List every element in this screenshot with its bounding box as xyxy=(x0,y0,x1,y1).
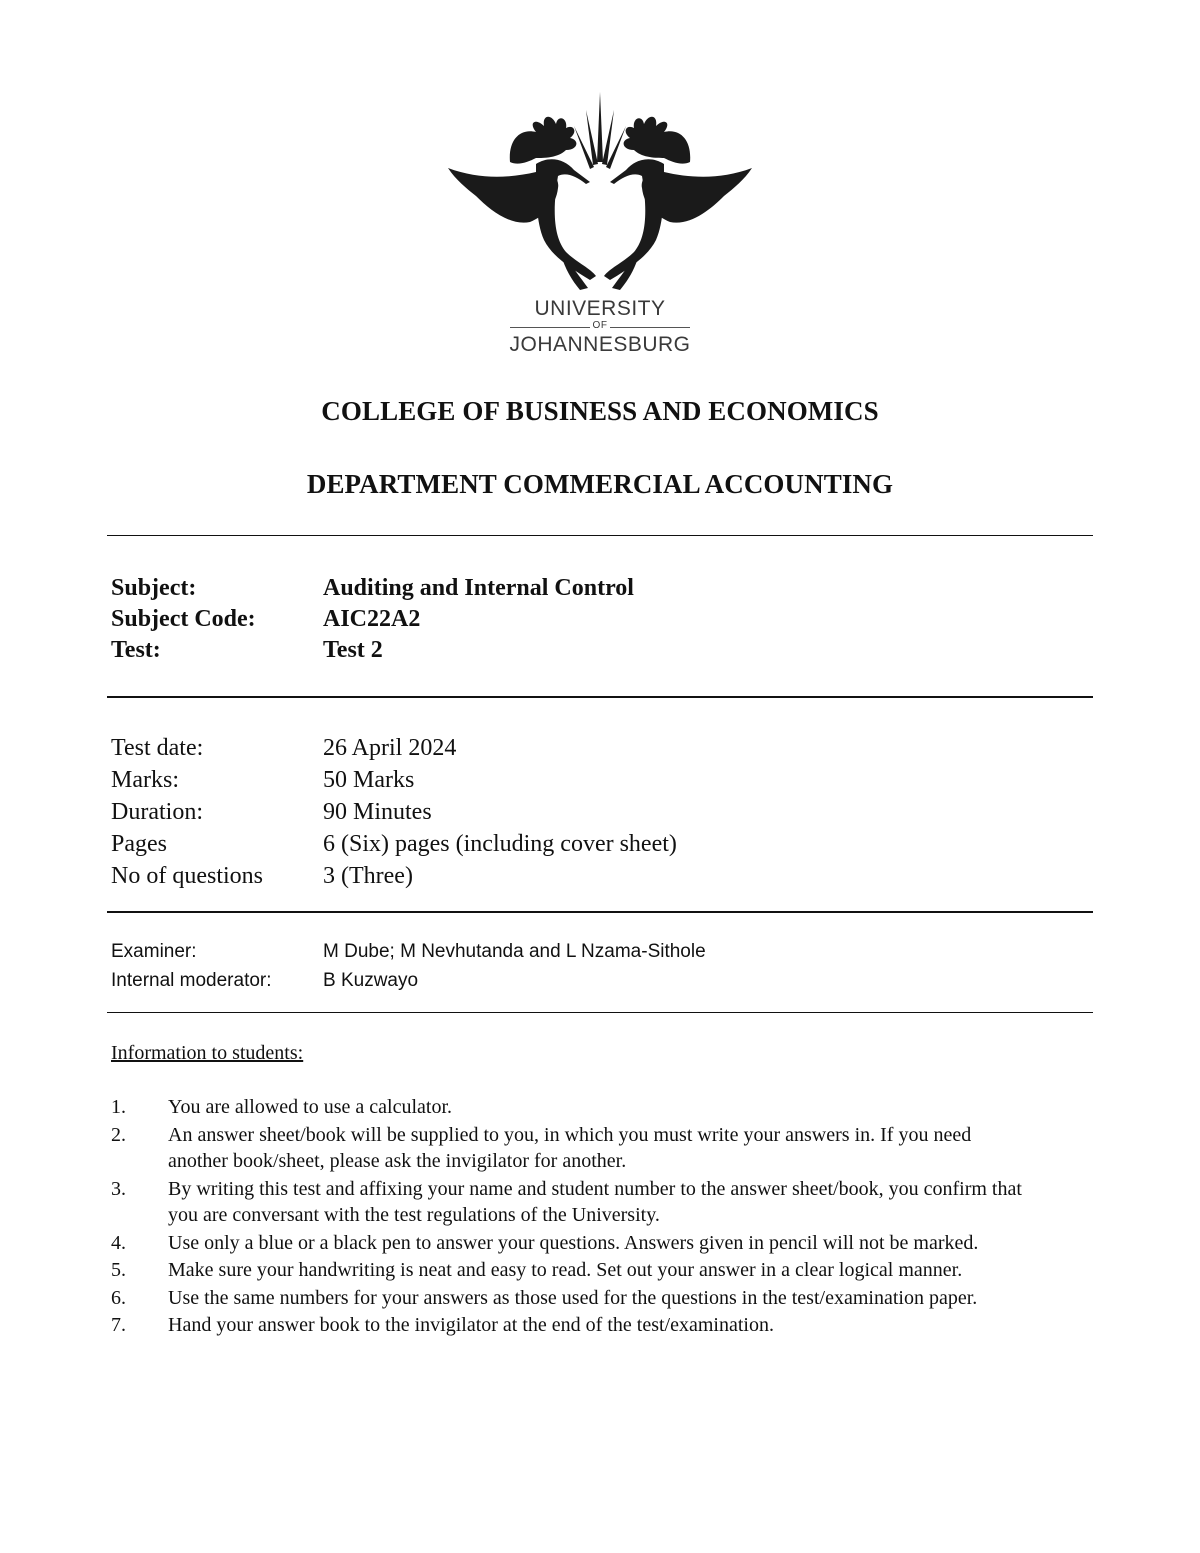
divider-rule xyxy=(107,1012,1093,1013)
logo-university-text: UNIVERSITY xyxy=(534,297,666,320)
duration-value: 90 Minutes xyxy=(323,799,432,825)
subject-row xyxy=(111,573,634,604)
subject-code-value: AIC22A2 xyxy=(323,606,421,632)
college-heading: COLLEGE OF BUSINESS AND ECONOMICS xyxy=(321,396,879,426)
logo-divider-right xyxy=(610,327,690,328)
list-item-text: Use the same numbers for your answers as those used for the questions in the test/examination paper. xyxy=(168,1286,978,1309)
divider-rule xyxy=(107,535,1093,536)
university-logo xyxy=(440,92,760,362)
staff-details xyxy=(111,937,706,995)
department-heading: DEPARTMENT COMMERCIAL ACCOUNTING xyxy=(306,469,894,499)
list-item-number: 2. xyxy=(111,1123,126,1146)
test-date-value: 26 April 2024 xyxy=(323,735,457,761)
list-item-number: 3. xyxy=(111,1177,126,1200)
test-date-row xyxy=(111,732,677,764)
subject-label: Subject: xyxy=(111,575,197,601)
information-list xyxy=(111,1094,1031,1340)
pages-row xyxy=(111,828,677,860)
list-item xyxy=(111,1230,1031,1257)
test-date-label: Test date: xyxy=(111,735,204,761)
list-item-text: You are allowed to use a calculator. xyxy=(168,1096,452,1118)
marks-row xyxy=(111,764,677,796)
list-item-text: By writing this test and affixing your name and student number to the answer sheet/book, you confirm that you are conversant with the test regulations of the University. xyxy=(168,1177,1022,1226)
subject-details xyxy=(111,573,634,666)
list-item xyxy=(111,1094,1031,1121)
moderator-label: Internal moderator: xyxy=(111,970,272,991)
list-item xyxy=(111,1312,1031,1339)
list-item-text: Hand your answer book to the invigilator at the end of the test/examination. xyxy=(168,1314,774,1336)
duration-label: Duration: xyxy=(111,799,203,825)
subject-code-row xyxy=(111,604,634,635)
subject-code-label: Subject Code: xyxy=(111,606,256,632)
list-item-text: An answer sheet/book will be supplied to you, in which you must write your answers in. If you need another book/sheet, please ask the invigilator for another. xyxy=(168,1123,972,1172)
list-item-number: 5. xyxy=(111,1259,126,1281)
list-item-number: 6. xyxy=(111,1286,126,1309)
questions-label: No of questions xyxy=(111,863,263,889)
list-item xyxy=(111,1285,1031,1312)
logo-johannesburg-text: JOHANNESBURG xyxy=(509,333,691,356)
list-item xyxy=(111,1257,1031,1284)
divider-rule xyxy=(107,911,1093,913)
list-item-number: 1. xyxy=(111,1096,126,1118)
logo-emblem-icon xyxy=(440,92,760,292)
list-item-number: 7. xyxy=(111,1314,126,1336)
test-label: Test: xyxy=(111,637,161,663)
test-row xyxy=(111,635,634,666)
information-title: Information to students: xyxy=(111,1042,304,1064)
marks-value: 50 Marks xyxy=(323,767,415,793)
questions-value: 3 (Three) xyxy=(323,863,413,889)
list-item-number: 4. xyxy=(111,1231,126,1254)
divider-rule xyxy=(107,696,1093,698)
test-details xyxy=(111,732,677,892)
moderator-value: B Kuzwayo xyxy=(323,970,419,991)
list-item-text: Use only a blue or a black pen to answer your questions. Answers given in pencil will not be marked. xyxy=(168,1231,979,1254)
logo-of-text: OF xyxy=(440,320,760,331)
questions-row xyxy=(111,860,677,892)
examiner-row xyxy=(111,937,706,966)
list-item-text: Make sure your handwriting is neat and easy to read. Set out your answer in a clear logical manner. xyxy=(168,1259,963,1281)
moderator-row xyxy=(111,966,706,995)
pages-label: Pages xyxy=(111,831,167,857)
duration-row xyxy=(111,796,677,828)
subject-value: Auditing and Internal Control xyxy=(323,575,634,601)
marks-label: Marks: xyxy=(111,767,179,793)
test-value: Test 2 xyxy=(323,637,383,663)
pages-value: 6 (Six) pages (including cover sheet) xyxy=(323,831,677,857)
examiner-value: M Dube; M Nevhutanda and L Nzama-Sithole xyxy=(323,941,706,962)
examiner-label: Examiner: xyxy=(111,941,197,962)
list-item xyxy=(111,1122,1031,1175)
list-item xyxy=(111,1176,1031,1229)
